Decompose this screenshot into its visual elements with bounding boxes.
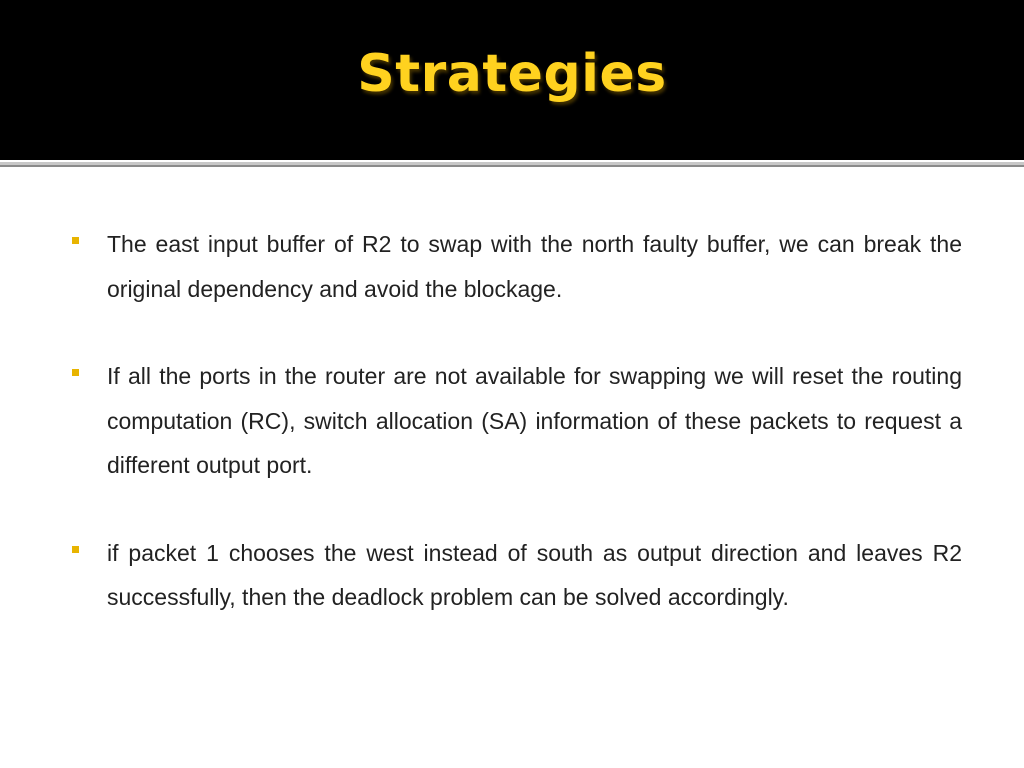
square-bullet-icon — [72, 237, 79, 244]
title-band — [0, 0, 1024, 160]
bullet-item — [70, 354, 962, 488]
bullet-text: The east input buffer of R2 to swap with the north faulty buffer, we can break the original dependency and avoid the blockage. — [107, 231, 962, 302]
bullet-text: if packet 1 chooses the west instead of south as output direction and leaves R2 successfully, then the deadlock problem can be solved accordingly. — [107, 539, 962, 610]
title-divider-dark — [0, 165, 1024, 167]
slide-title: Strategies — [357, 44, 667, 104]
bullet-item — [70, 531, 962, 620]
bullet-list — [70, 222, 962, 663]
square-bullet-icon — [72, 369, 79, 376]
bullet-text: If all the ports in the router are not available for swapping we will reset the routing computation (RC), switch allocation (SA) information of these packets to request a different output port. — [107, 363, 962, 478]
bullet-item — [70, 222, 962, 311]
square-bullet-icon — [72, 546, 79, 553]
